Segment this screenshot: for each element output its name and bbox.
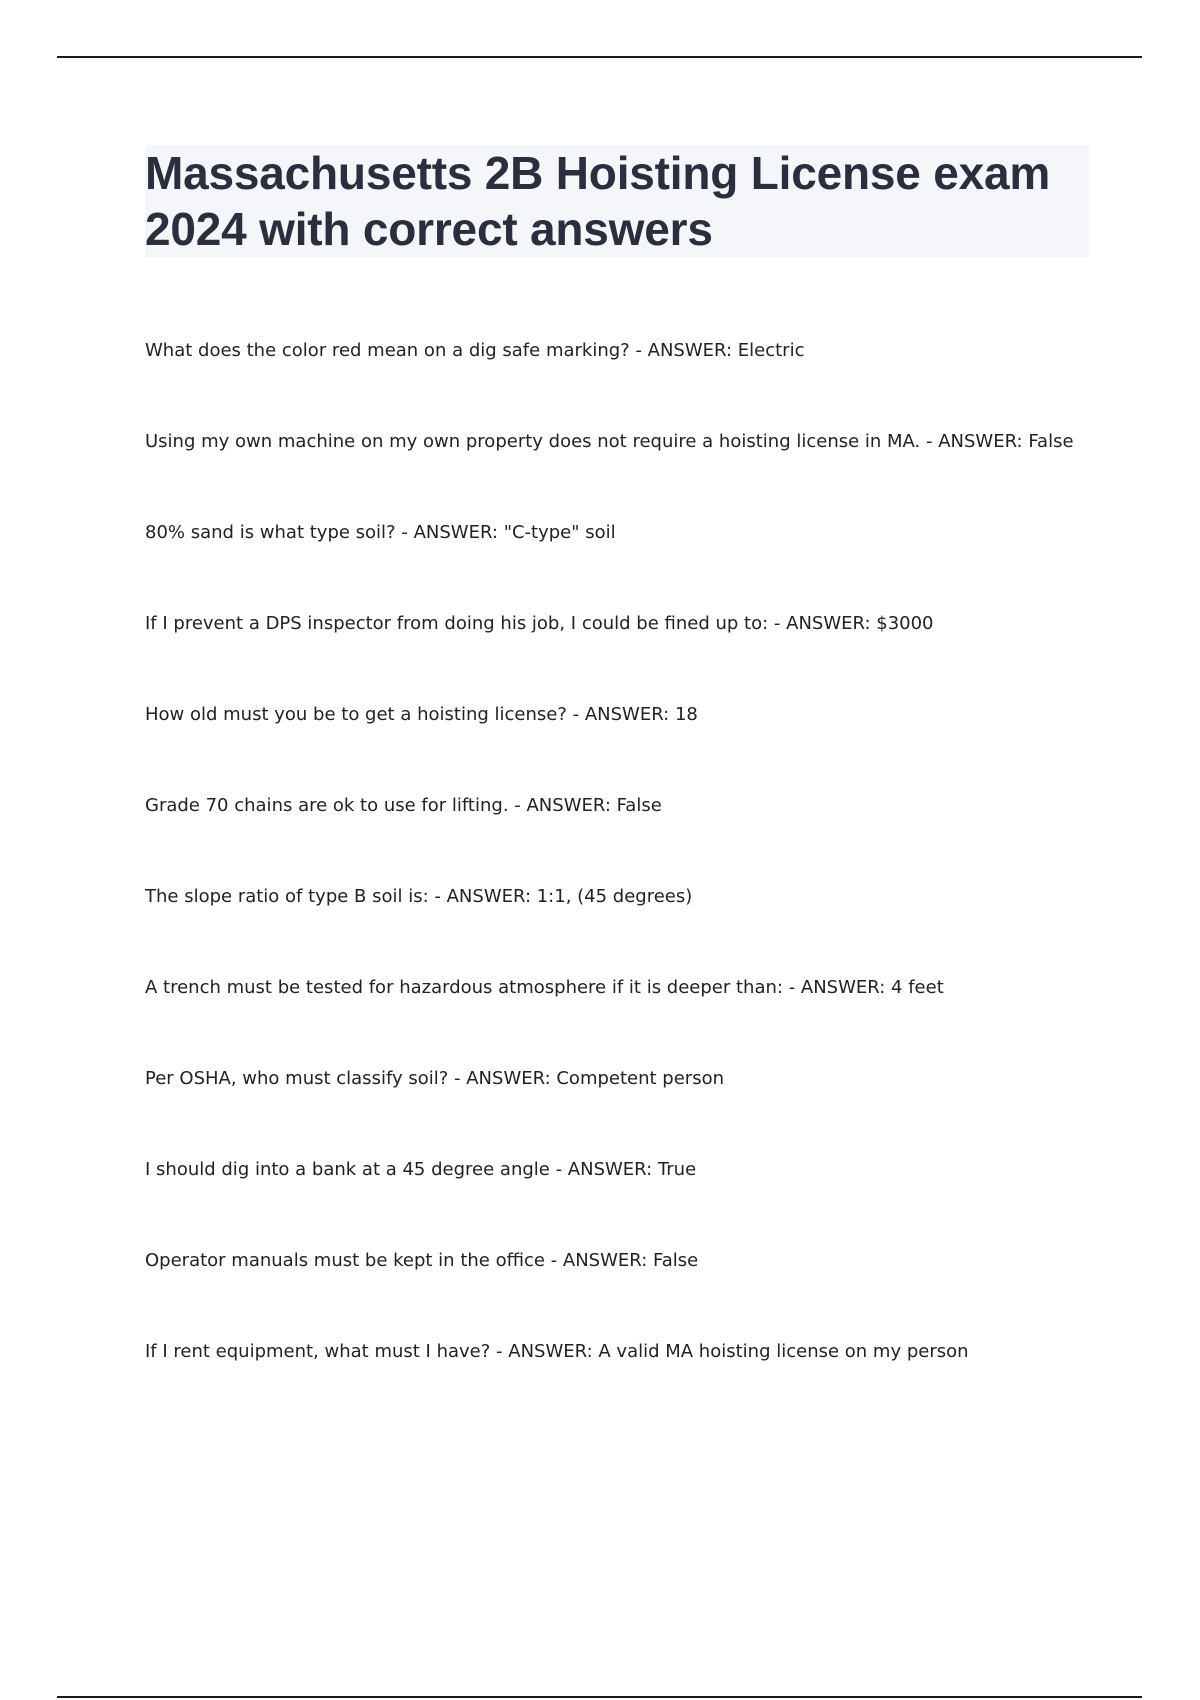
- question-text: If I rent equipment, what must I have?: [145, 1341, 491, 1362]
- answer-separator: - ANSWER:: [448, 1068, 557, 1089]
- answer-separator: - ANSWER:: [490, 1341, 599, 1362]
- answer-separator: - ANSWER:: [768, 613, 877, 634]
- answer-separator: - ANSWER:: [782, 977, 892, 998]
- qa-item: [145, 793, 1105, 884]
- header-rule: [57, 56, 1142, 58]
- question-text: What does the color red mean on a dig safe marking?: [145, 340, 630, 361]
- question-text: Grade 70 chains are ok to use for lifting.: [145, 795, 509, 816]
- question-text: Operator manuals must be kept in the office: [145, 1250, 545, 1271]
- answer-text: A valid MA hoisting license on my person: [598, 1341, 969, 1362]
- qa-item: [145, 1157, 1105, 1248]
- question-text: 80% sand is what type soil?: [145, 522, 396, 543]
- qa-item: [145, 1248, 1105, 1339]
- qa-item: [145, 975, 1105, 1066]
- answer-text: "C-type" soil: [503, 522, 616, 543]
- qa-item: [145, 702, 1105, 793]
- answer-text: Electric: [737, 340, 805, 361]
- answer-text: False: [1028, 431, 1074, 452]
- qa-item: [145, 1066, 1105, 1157]
- qa-item: [145, 611, 1105, 702]
- answer-separator: - ANSWER:: [544, 1250, 654, 1271]
- answer-text: $3000: [876, 613, 934, 634]
- qa-item: [145, 1339, 1105, 1430]
- answer-separator: - ANSWER:: [428, 886, 537, 907]
- answer-separator: - ANSWER:: [920, 431, 1029, 452]
- answer-text: Competent person: [556, 1068, 724, 1089]
- answer-separator: - ANSWER:: [395, 522, 504, 543]
- title-block: [145, 145, 1089, 257]
- answer-text: False: [616, 795, 662, 816]
- footer-rule: [57, 1696, 1142, 1698]
- answer-text: 18: [674, 704, 698, 725]
- qa-item: [145, 884, 1105, 975]
- answer-separator: - ANSWER:: [549, 1159, 658, 1180]
- document-title: Massachusetts 2B Hoisting License exam 2024 with correct answers: [145, 147, 1051, 255]
- answer-separator: - ANSWER:: [629, 340, 738, 361]
- question-text: A trench must be tested for hazardous atmosphere if it is deeper than:: [145, 977, 783, 998]
- question-text: If I prevent a DPS inspector from doing his job, I could be fined up to:: [145, 613, 769, 634]
- answer-separator: - ANSWER:: [508, 795, 617, 816]
- question-text: Using my own machine on my own property does not require a hoisting license in MA.: [145, 431, 921, 452]
- qa-item: [145, 520, 1105, 611]
- answer-text: False: [653, 1250, 699, 1271]
- answer-separator: - ANSWER:: [566, 704, 675, 725]
- answer-text: 4 feet: [891, 977, 944, 998]
- question-text: The slope ratio of type B soil is:: [145, 886, 429, 907]
- answer-text: True: [657, 1159, 697, 1180]
- qa-item: [145, 338, 1105, 429]
- qa-list: [145, 338, 1105, 1430]
- question-text: Per OSHA, who must classify soil?: [145, 1068, 449, 1089]
- answer-text: 1:1, (45 degrees): [536, 886, 693, 907]
- question-text: How old must you be to get a hoisting license?: [145, 704, 567, 725]
- question-text: I should dig into a bank at a 45 degree angle: [145, 1159, 550, 1180]
- qa-item: [145, 429, 1105, 520]
